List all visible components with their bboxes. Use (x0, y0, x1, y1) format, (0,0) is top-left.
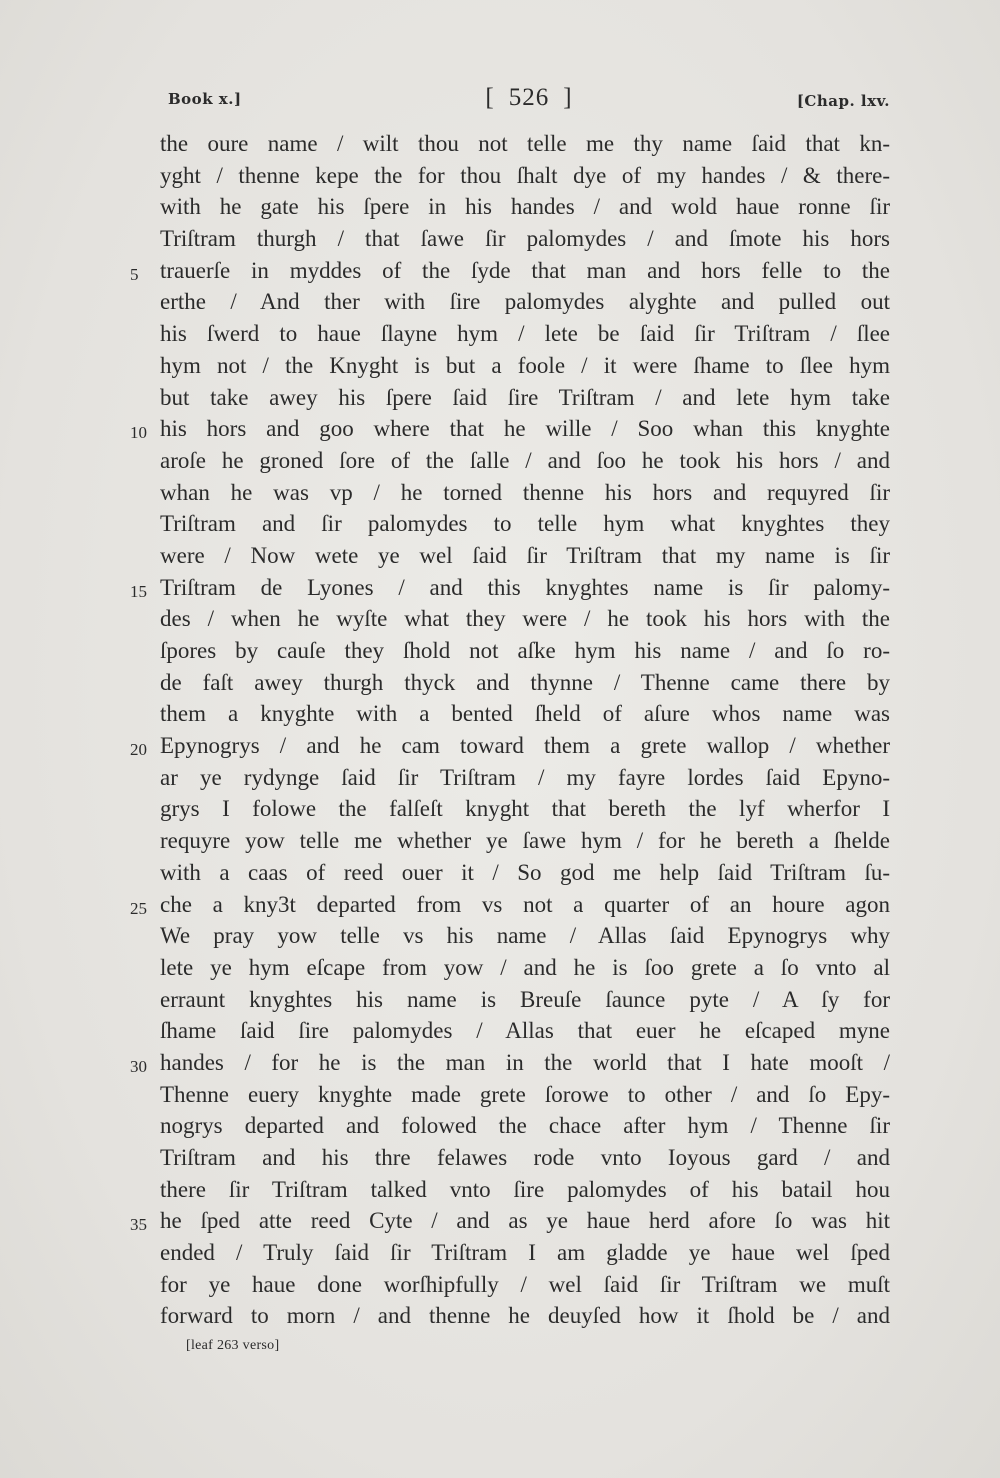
page-bracket-close: ] (563, 84, 573, 111)
line-number: 5 (130, 264, 139, 284)
line-text: the oure name / wilt thou not telle me thy name ſaid that kn- (160, 131, 890, 156)
text-line (160, 508, 890, 540)
line-text: des / when he wyſte what they were / he took his hors with the (160, 606, 890, 632)
line-text: them a knyghte with a bented ſheld of aſure whos name was (160, 701, 890, 727)
text-line (160, 223, 890, 255)
line-number: 10 (130, 423, 147, 443)
text-line (160, 1110, 890, 1142)
page-number: 526 (508, 84, 550, 111)
chapter-number: [Chap. lxv. (796, 92, 890, 110)
text-line (160, 920, 890, 952)
text-line (160, 1269, 890, 1301)
line-text: aroſe he groned ſore of the ſalle / and ſoo he took his hors / and (160, 447, 890, 473)
leaf-signature: [leaf 263 verso] (186, 1338, 280, 1353)
line-number: 15 (130, 581, 147, 601)
line-text: hym not / the Knyght is but a foole / it were ſhame to ſlee hym (160, 352, 890, 378)
text-line (160, 603, 890, 635)
line-text: ended / Truly ſaid ſir Triſtram I am gladde ye haue wel ſped (160, 1240, 890, 1266)
line-text: trauerſe in myddes of the ſyde that man and hors felle to the (160, 257, 890, 283)
line-text: he ſped atte reed Cyte / and as ye haue herd afore ſo was hit (160, 1208, 890, 1234)
line-text: grys I folowe the falſeſt knyght that bereth the lyf wherfor I (160, 796, 890, 822)
line-text: requyre yow telle me whether ye ſawe hym / for he bereth a ſhelde (160, 828, 890, 854)
text-line (160, 350, 890, 382)
line-text: yght / thenne kepe the for thou ſhalt dye of my handes / & there- (160, 162, 890, 188)
line-text: We pray yow telle vs his name / Allas ſaid Epynogrys why (160, 923, 890, 949)
line-text: Thenne euery knyghte made grete ſorowe to other / and ſo Epy- (160, 1081, 890, 1107)
line-text: handes / for he is the man in the world that I hate mooſt / (160, 1049, 890, 1075)
text-line (160, 1142, 890, 1174)
line-number: 25 (130, 898, 147, 918)
text-line (160, 857, 890, 889)
text-line (160, 1174, 890, 1206)
line-text: nogrys departed and folowed the chace after hym / Thenne ſir (160, 1113, 890, 1139)
line-number: 35 (130, 1215, 147, 1235)
text-line (160, 952, 890, 984)
page-number-block (168, 84, 890, 112)
text-line (160, 698, 890, 730)
line-text: ſpores by cauſe they ſhold not aſke hym his name / and ſo ro- (160, 638, 890, 663)
line-text: lete ye hym eſcape from yow / and he is ſoo grete a ſo vnto al (160, 954, 890, 980)
line-text: his ſwerd to haue ſlayne hym / lete be ſaid ſir Triſtram / ſlee (160, 321, 890, 347)
line-number: 30 (130, 1056, 147, 1076)
text-line (160, 191, 890, 223)
text-line (160, 160, 890, 192)
line-text: Triſtram and ſir palomydes to telle hym what knyghtes they (160, 511, 890, 537)
line-text: forward to morn / and thenne he deuyſed how it ſhold be / and (160, 1303, 890, 1329)
line-text: Epynogrys / and he cam toward them a grete wallop / whether (160, 733, 890, 759)
text-line (160, 286, 890, 318)
running-head (168, 84, 890, 124)
line-text: Triſtram and his thre felawes rode vnto Ioyous gard / and (160, 1145, 890, 1170)
text-line (160, 1079, 890, 1111)
text-line (130, 730, 890, 762)
book-number: Book x.] (168, 90, 242, 108)
text-line (160, 477, 890, 509)
text-line (160, 1015, 890, 1047)
text-line (160, 793, 890, 825)
page-bracket-open: [ (485, 84, 495, 111)
text-line (160, 128, 890, 160)
text-line (160, 445, 890, 477)
text-line (130, 572, 890, 604)
line-text: Triſtram thurgh / that ſawe ſir palomydes / and ſmote his hors (160, 226, 890, 252)
line-text: were / Now wete ye wel ſaid ſir Triſtram that my name is ſir (160, 542, 890, 568)
line-text: erthe / And ther with ſire palomydes alyghte and pulled out (160, 289, 890, 315)
line-text: with he gate his ſpere in his handes / and wold haue ronne ſir (160, 194, 890, 220)
text-line (130, 413, 890, 445)
line-text: but take awey his ſpere ſaid ſire Triſtram / and lete hym take (160, 384, 890, 410)
text-line (160, 382, 890, 414)
text-line (130, 889, 890, 921)
line-text: there ſir Triſtram talked vnto ſire palomydes of his batail hou (160, 1176, 890, 1202)
text-line (160, 762, 890, 794)
line-text: ar ye rydynge ſaid ſir Triſtram / my fayre lordes ſaid Epyno- (160, 764, 890, 790)
line-text: che a kny3t departed from vs not a quarter of an houre agon (160, 891, 890, 917)
line-text: for ye haue done worſhipfully / wel ſaid ſir Triſtram we muſt (160, 1271, 890, 1297)
line-text: his hors and goo where that he wille / Soo whan this knyghte (160, 416, 890, 442)
text-line (130, 255, 890, 287)
text-line (160, 1300, 890, 1332)
body-text (130, 128, 890, 1332)
line-text: de faſt awey thurgh thyck and thynne / Thenne came there by (160, 669, 890, 695)
text-line (160, 635, 890, 667)
text-line (130, 1047, 890, 1079)
text-line (160, 984, 890, 1016)
line-text: Triſtram de Lyones / and this knyghtes name is ſir palomy- (160, 574, 890, 600)
text-line (160, 540, 890, 572)
line-text: with a caas of reed ouer it / So god me help ſaid Triſtram ſu- (160, 859, 890, 885)
line-number: 20 (130, 740, 147, 760)
line-text: whan he was vp / he torned thenne his hors and requyred ſir (160, 479, 890, 505)
text-line (160, 825, 890, 857)
line-text: ſhame ſaid ſire palomydes / Allas that euer he eſcaped myne (160, 1018, 890, 1044)
text-line (160, 1237, 890, 1269)
text-line (160, 667, 890, 699)
line-text: erraunt knyghtes his name is Breuſe ſaunce pyte / A ſy for (160, 986, 890, 1012)
text-line (160, 318, 890, 350)
text-line (130, 1205, 890, 1237)
